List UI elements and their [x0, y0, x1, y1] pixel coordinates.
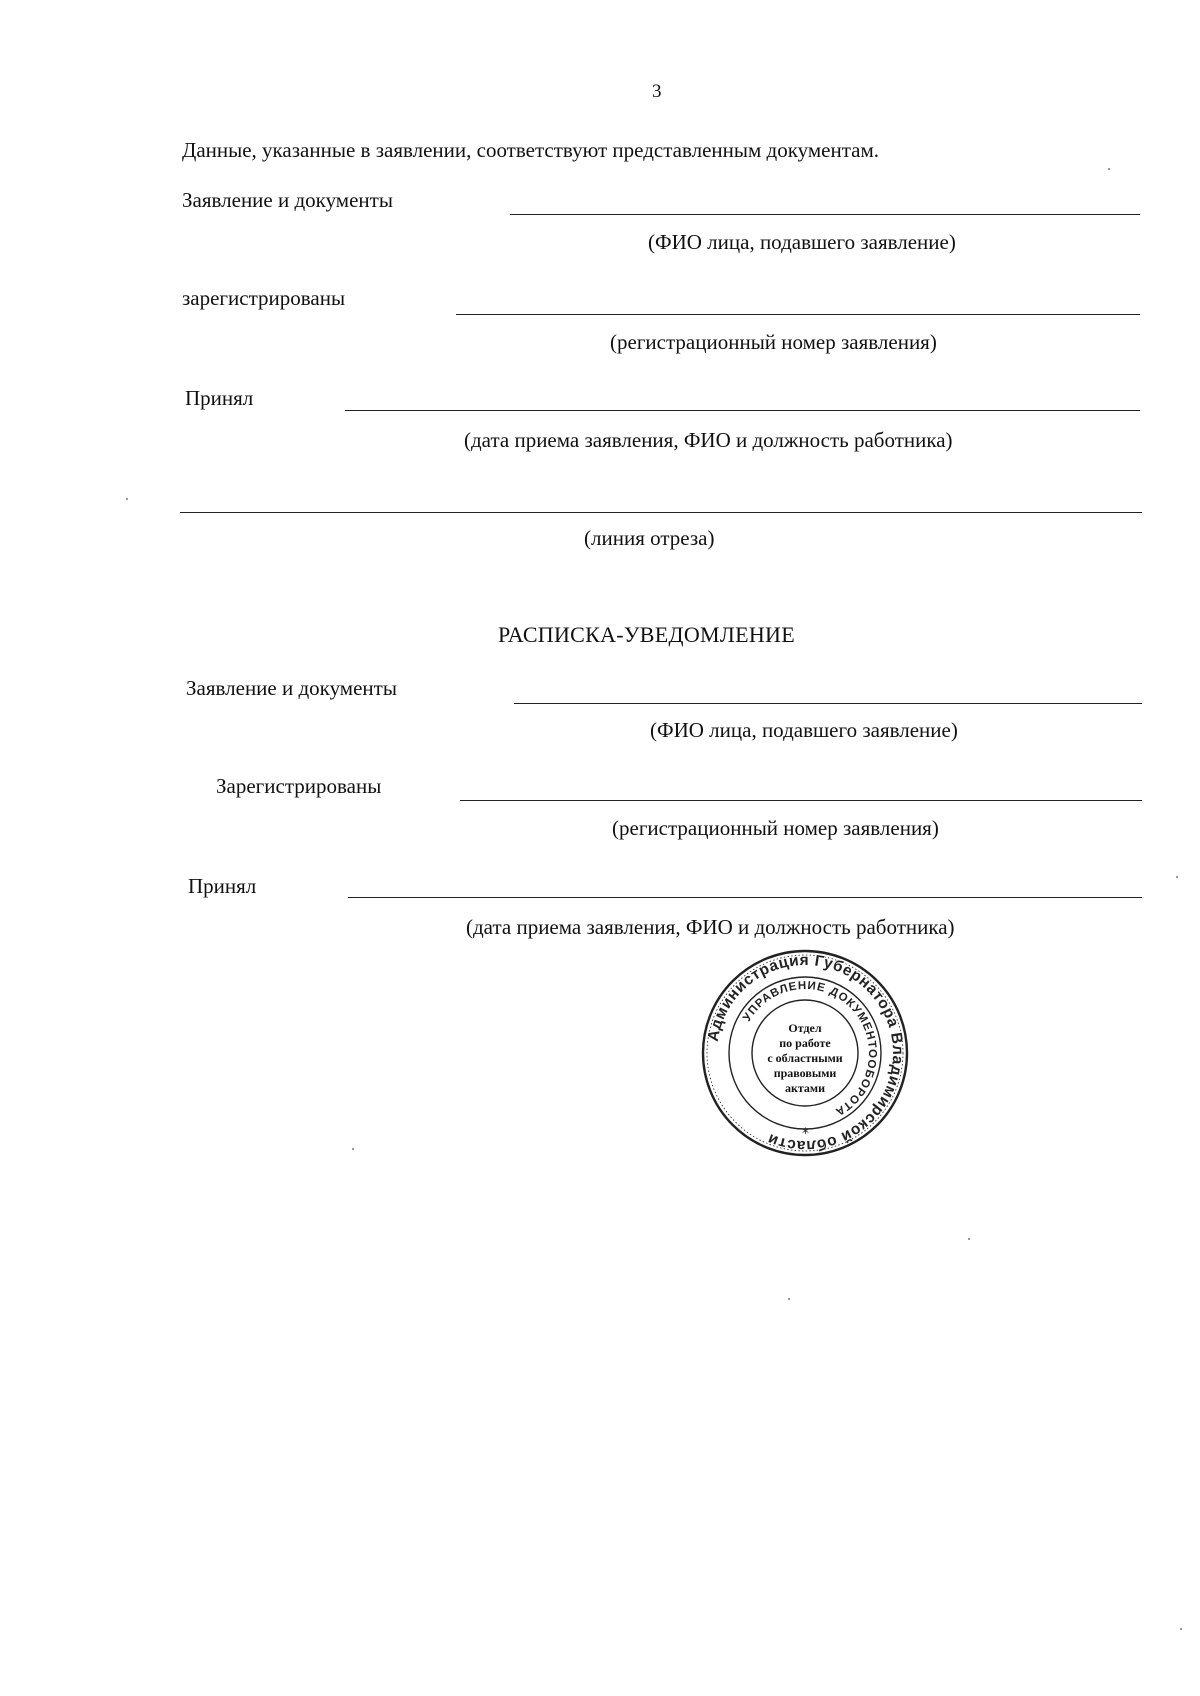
page-number: 3 — [652, 81, 662, 102]
seal-star-icon: * — [802, 1126, 809, 1142]
scan-speck — [788, 1298, 790, 1300]
seal-inner-text: УПРАВЛЕНИЕ ДОКУМЕНТООБОРОТА — [741, 979, 879, 1118]
receipt-title: РАСПИСКА-УВЕДОМЛЕНИЕ — [498, 622, 795, 647]
intro-text: Данные, указанные в заявлении, соответствуют представленным документам. — [182, 138, 879, 162]
applicant-name-caption: (ФИО лица, подавшего заявление) — [650, 718, 958, 742]
seal-center-line: по работе — [779, 1036, 831, 1050]
seal-center-line: Отдел — [788, 1021, 822, 1035]
accepted-by-line — [345, 410, 1140, 411]
scan-speck — [352, 1148, 354, 1150]
registration-number-line — [460, 800, 1142, 801]
documents-label: Заявление и документы — [182, 188, 393, 212]
applicant-name-line — [514, 703, 1142, 704]
scan-speck — [1180, 1628, 1182, 1630]
documents-label: Заявление и документы — [186, 676, 397, 700]
applicant-name-caption: (ФИО лица, подавшего заявление) — [648, 230, 956, 254]
accepted-label: Принял — [188, 874, 257, 898]
scan-speck — [968, 1238, 970, 1240]
registration-number-caption: (регистрационный номер заявления) — [612, 816, 939, 840]
scan-speck — [126, 498, 128, 500]
seal-center-line: правовыми — [773, 1066, 837, 1080]
applicant-name-line — [510, 214, 1140, 215]
registration-number-line — [456, 314, 1140, 315]
seal-center-line: актами — [784, 1081, 826, 1095]
scan-speck — [1176, 876, 1178, 878]
registered-label: Зарегистрированы — [216, 774, 382, 798]
accepted-by-caption: (дата приема заявления, ФИО и должность работника) — [464, 428, 953, 452]
registered-label: зарегистрированы — [182, 286, 346, 310]
seal-outer-text: Администрация Губернатора Владимирской области — [704, 951, 907, 1155]
cut-line — [180, 512, 1142, 513]
official-seal — [700, 948, 910, 1158]
accepted-by-line — [348, 897, 1142, 898]
accepted-label: Принял — [185, 386, 254, 410]
seal-center-line: с областными — [767, 1051, 843, 1065]
cut-line-caption: (линия отреза) — [584, 526, 715, 550]
accepted-by-caption: (дата приема заявления, ФИО и должность работника) — [466, 915, 955, 939]
registration-number-caption: (регистрационный номер заявления) — [610, 330, 937, 354]
scan-speck — [1108, 168, 1110, 170]
